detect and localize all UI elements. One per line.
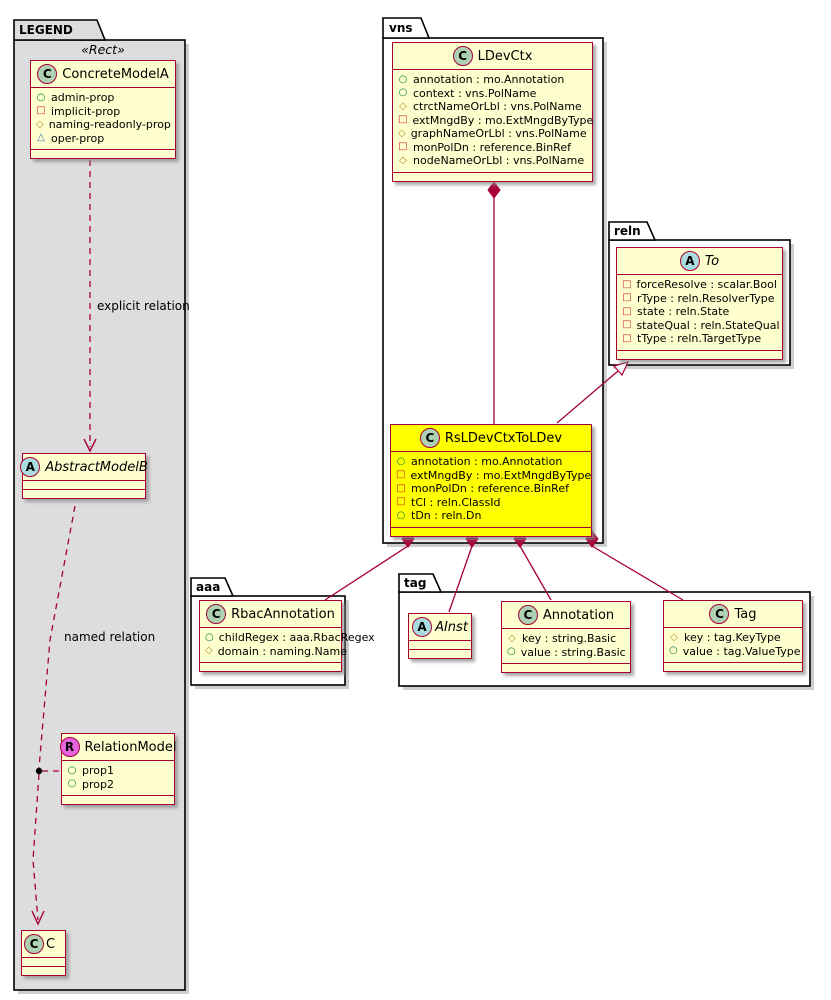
class-name: Tag: [734, 606, 757, 622]
visibility-icon: ◇: [508, 632, 516, 644]
visibility-icon: □: [398, 114, 408, 126]
class-to[interactable]: [616, 247, 783, 360]
attribute-text: context : vns.PolName: [413, 86, 537, 100]
attribute-row: [622, 292, 776, 306]
attribute-row: [396, 482, 585, 496]
attribute-text: tType : reln.TargetType: [637, 332, 762, 345]
visibility-icon: ◇: [670, 631, 678, 643]
class-title: [502, 602, 630, 629]
attribute-row: [205, 644, 347, 659]
attributes-compartment: [23, 481, 145, 489]
attribute-text: tCl : reln.ClassId: [411, 495, 501, 509]
attribute-text: extMngdBy : mo.ExtMngdByType: [410, 468, 592, 482]
attribute-text: graphNameOrLbl : vns.PolName: [410, 127, 587, 140]
visibility-icon: ○: [669, 645, 678, 657]
attributes-compartment: [62, 761, 174, 796]
attribute-row: [507, 632, 624, 646]
class-title: [391, 425, 591, 452]
class-title: [62, 734, 177, 761]
attribute-text: extMngdBy : mo.ExtMngdByType: [412, 113, 594, 127]
class-name: C: [46, 936, 56, 952]
visibility-icon: □: [396, 469, 406, 481]
attribute-text: tDn : reln.Dn: [411, 509, 482, 522]
attribute-row: [622, 318, 780, 333]
attribute-row: [396, 455, 585, 469]
legend-package-tab: LEGEND: [19, 23, 73, 37]
attribute-row: [398, 100, 586, 114]
methods-compartment: [22, 966, 65, 975]
attributes-compartment: [200, 628, 375, 663]
attribute-text: monPolDn : reference.BinRef: [411, 482, 569, 495]
attribute-row: [622, 305, 776, 319]
class-spot-icon: C: [206, 604, 226, 624]
attribute-row: [398, 87, 586, 101]
reln-package-tab: reln: [614, 224, 641, 238]
class-spot-icon: C: [420, 428, 440, 448]
visibility-icon: ◇: [205, 645, 213, 657]
class-name: ConcreteModelA: [62, 66, 169, 82]
attributes-compartment: [393, 70, 592, 173]
aaa-package-tab: aaa: [196, 580, 221, 594]
visibility-icon: ◇: [398, 127, 406, 139]
class-ldevctx[interactable]: [392, 42, 593, 182]
class-name: RbacAnnotation: [231, 606, 335, 622]
methods-compartment: [617, 351, 782, 359]
visibility-icon: ○: [396, 455, 406, 467]
class-tag[interactable]: [663, 600, 803, 672]
visibility-icon: ◇: [399, 154, 407, 166]
visibility-icon: □: [36, 105, 46, 117]
attribute-row: [67, 778, 168, 792]
visibility-icon: □: [622, 278, 632, 290]
attributes-compartment: [617, 275, 782, 351]
relation-spot-icon: R: [60, 737, 80, 757]
class-name: LDevCtx: [477, 48, 533, 64]
attribute-text: implicit-prop: [51, 104, 121, 118]
attribute-row: [36, 91, 169, 105]
class-spot-icon: C: [709, 604, 729, 624]
class-title: [617, 248, 782, 275]
class-name: To: [704, 253, 720, 269]
attribute-row: [205, 631, 375, 645]
attribute-row: [396, 468, 592, 483]
methods-compartment: [391, 528, 591, 536]
attribute-row: [507, 646, 624, 660]
attribute-text: nodeNameOrLbl : vns.PolName: [413, 154, 585, 167]
class-spot-icon: C: [24, 934, 44, 954]
class-title: [31, 61, 175, 88]
class-title: [409, 614, 471, 641]
attribute-row: [398, 141, 586, 155]
attribute-row: [398, 154, 586, 168]
attribute-row: [398, 113, 594, 128]
class-title: [200, 601, 341, 628]
visibility-icon: □: [622, 319, 632, 331]
named-relation-label: named relation: [64, 630, 156, 644]
attribute-text: annotation : mo.Annotation: [411, 455, 563, 468]
class-title: [22, 931, 65, 958]
methods-compartment: [31, 150, 175, 158]
attribute-text: prop2: [82, 777, 114, 791]
visibility-icon: ○: [507, 646, 516, 658]
visibility-icon: □: [622, 305, 632, 317]
attributes-compartment: [502, 629, 630, 664]
attributes-compartment: [664, 628, 802, 663]
class-spot-icon: C: [453, 46, 473, 66]
attribute-row: [36, 118, 169, 132]
attribute-text: annotation : mo.Annotation: [413, 73, 565, 86]
class-annotation[interactable]: [501, 601, 631, 673]
attribute-text: key : string.Basic: [522, 632, 617, 645]
class-name: Annotation: [542, 607, 615, 623]
visibility-icon: ◇: [399, 100, 407, 112]
visibility-icon: ○: [398, 87, 408, 99]
visibility-icon: ○: [36, 91, 46, 103]
visibility-icon: ○: [396, 509, 406, 521]
attribute-text: ctrctNameOrLbl : vns.PolName: [413, 100, 582, 113]
visibility-icon: ○: [205, 631, 214, 643]
class-c[interactable]: [21, 930, 66, 976]
visibility-icon: □: [398, 141, 408, 153]
attribute-text: stateQual : reln.StateQual: [636, 318, 780, 332]
attribute-text: naming-readonly-prop: [48, 118, 171, 131]
visibility-icon: □: [396, 496, 406, 508]
attribute-text: forceResolve : scalar.Bool: [636, 278, 777, 291]
methods-compartment: [62, 796, 174, 804]
attribute-row: [622, 332, 776, 346]
class-rsldevctxtoldev[interactable]: [390, 424, 592, 537]
visibility-icon: ○: [67, 764, 77, 776]
attribute-row: [398, 73, 586, 87]
class-spot-icon: C: [518, 605, 538, 625]
class-spot-icon: C: [37, 64, 57, 84]
attribute-row: [622, 278, 776, 292]
attribute-text: childRegex : aaa.RbacRegex: [218, 631, 375, 644]
tag-package-tab: tag: [404, 576, 427, 590]
attribute-text: oper-prop: [51, 131, 105, 145]
attribute-row: [36, 105, 169, 119]
attribute-text: key : tag.KeyType: [684, 631, 781, 644]
attributes-compartment: [391, 452, 591, 528]
explicit-relation-label: explicit relation: [97, 299, 190, 313]
visibility-icon: □: [622, 332, 632, 344]
visibility-icon: ○: [67, 778, 77, 790]
visibility-icon: △: [37, 132, 45, 144]
visibility-icon: □: [396, 482, 406, 494]
attribute-row: [669, 644, 801, 659]
methods-compartment: [200, 663, 341, 671]
class-name: AInst: [435, 619, 468, 635]
methods-compartment: [502, 664, 630, 672]
visibility-icon: ◇: [36, 118, 44, 130]
attribute-row: [398, 127, 586, 141]
attribute-text: value : string.Basic: [520, 645, 626, 659]
attribute-text: prop1: [82, 764, 114, 777]
relation-junction-dot: [36, 768, 42, 774]
class-abstractmodelb[interactable]: [22, 453, 146, 499]
attribute-text: rType : reln.ResolverType: [637, 291, 775, 305]
attribute-text: domain : naming.Name: [217, 644, 347, 658]
vns-package-tab: vns: [389, 21, 413, 35]
methods-compartment: [409, 649, 471, 658]
class-name: AbstractModelB: [45, 459, 148, 475]
attribute-text: monPolDn : reference.BinRef: [413, 140, 571, 154]
attributes-compartment: [409, 641, 471, 649]
attribute-text: state : reln.State: [637, 305, 730, 318]
abstract-spot-icon: A: [680, 251, 700, 271]
methods-compartment: [23, 489, 145, 498]
attribute-row: [669, 631, 796, 645]
methods-compartment: [393, 173, 592, 181]
legend-package-outline: [14, 20, 189, 994]
attribute-row: [396, 496, 585, 510]
class-relationmodel[interactable]: [61, 733, 175, 805]
methods-compartment: [664, 663, 802, 671]
attribute-row: [36, 132, 169, 146]
attributes-compartment: [31, 88, 175, 150]
class-title: [23, 454, 148, 481]
visibility-icon: □: [622, 292, 632, 304]
class-title: [664, 601, 802, 628]
visibility-icon: ○: [398, 73, 408, 85]
abstract-spot-icon: A: [20, 457, 40, 477]
attributes-compartment: [22, 958, 65, 966]
attribute-row: [396, 509, 585, 523]
class-rbacannotation[interactable]: [199, 600, 375, 672]
attribute-text: value : tag.ValueType: [682, 644, 801, 658]
class-concretemodela[interactable]: [30, 60, 176, 159]
attribute-row: [67, 764, 168, 778]
class-name: RsLDevCtxToLDev: [444, 430, 563, 446]
abstract-spot-icon: A: [412, 617, 432, 637]
attribute-text: admin-prop: [51, 91, 115, 104]
rect-stereotype-label: «Rect»: [81, 42, 125, 57]
class-ainst[interactable]: [408, 613, 472, 659]
class-name: RelationModel: [84, 739, 177, 755]
class-title: [393, 43, 592, 70]
